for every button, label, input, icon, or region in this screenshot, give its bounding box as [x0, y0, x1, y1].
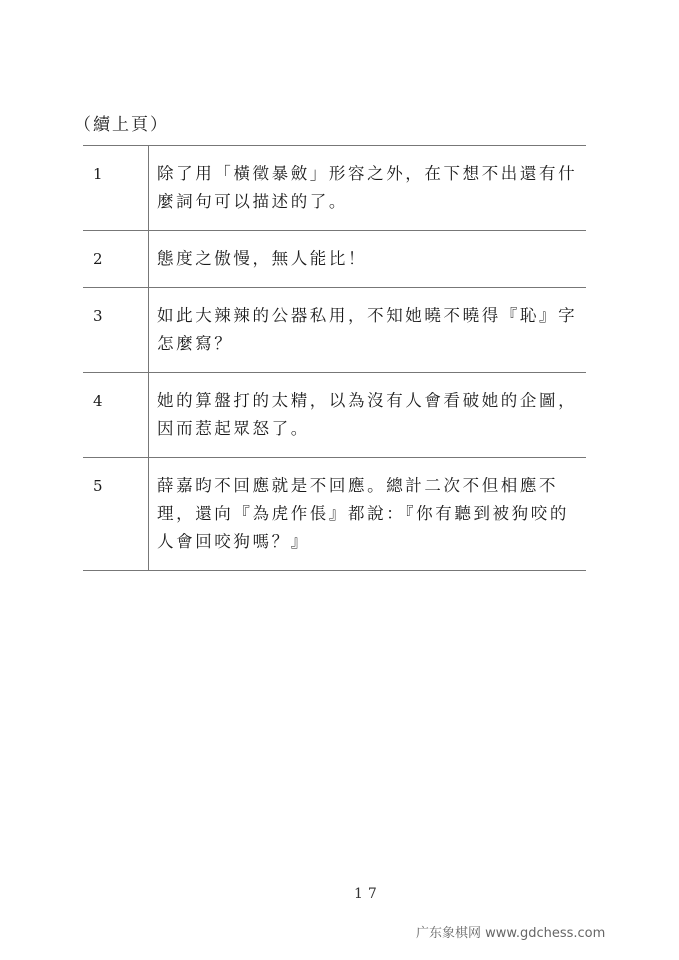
continued-header: （續上頁）	[74, 115, 169, 135]
row-number: 3	[83, 288, 149, 373]
watermark-text: 广东象棋网 www.gdchess.com	[416, 926, 606, 941]
row-text: 除了用「橫徵暴斂」形容之外，在下想不出還有什麼詞句可以描述的了。	[149, 146, 587, 231]
row-number: 1	[83, 146, 149, 231]
row-text: 態度之傲慢，無人能比！	[149, 231, 587, 288]
table-row	[83, 146, 586, 231]
row-number: 2	[83, 231, 149, 288]
row-number: 4	[83, 373, 149, 458]
table-row	[83, 373, 586, 458]
row-text: 薛嘉昀不回應就是不回應。總計二次不但相應不理，還向『為虎作倀』都說：『你有聽到被狗咬的人會回咬狗嗎？』	[149, 458, 587, 571]
statement-table	[83, 145, 586, 571]
table-row	[83, 458, 586, 571]
row-number: 5	[83, 458, 149, 571]
row-text: 如此大辣辣的公器私用，不知她曉不曉得『恥』字怎麼寫？	[149, 288, 587, 373]
table-row	[83, 288, 586, 373]
page-number: 17	[354, 886, 382, 902]
table-row	[83, 231, 586, 288]
row-text: 她的算盤打的太精，以為沒有人會看破她的企圖，因而惹起眾怒了。	[149, 373, 587, 458]
